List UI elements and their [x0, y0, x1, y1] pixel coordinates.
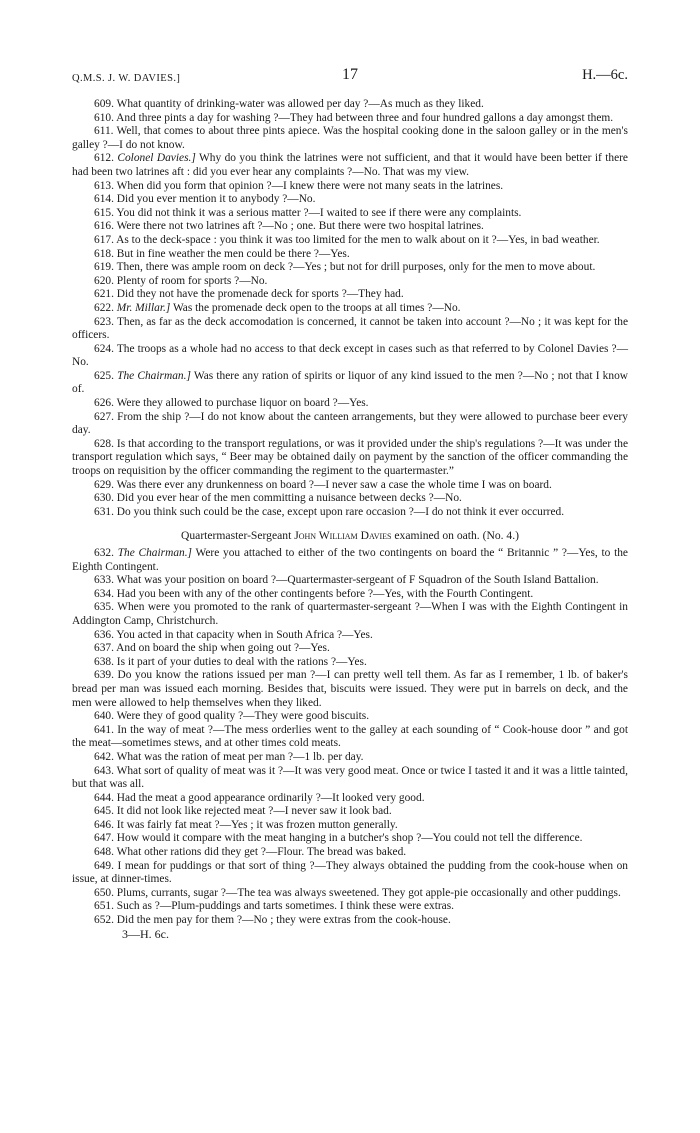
question-text: Was there any ration of spirits or liquor of any kind issued to the men ?—No ; not that I know of.	[72, 369, 628, 396]
question-text: Was there ever any drunkenness on board ?—I never saw a case the whole time I was on board.	[116, 478, 552, 491]
question-number: 614.	[94, 193, 114, 206]
question-paragraph	[72, 629, 628, 643]
question-number: 646.	[94, 818, 114, 831]
question-text: It was fairly fat meat ?—Yes ; it was frozen mutton generally.	[116, 818, 398, 831]
question-number: 651.	[94, 900, 114, 913]
question-number: 615.	[94, 206, 114, 219]
question-paragraph	[72, 656, 628, 670]
question-text: From the ship ?—I do not know about the canteen arrangements, but they were allowed to purchase beer every day.	[72, 410, 628, 437]
question-number: 627.	[94, 410, 114, 423]
question-number: 639.	[94, 669, 114, 682]
question-paragraph	[72, 914, 628, 928]
question-text: Plums, currants, sugar ?—The tea was always sweetened. They got apple-pie occasionally and other puddings.	[116, 886, 621, 899]
question-paragraph	[72, 506, 628, 520]
question-number: 648.	[94, 846, 114, 859]
question-number: 644.	[94, 791, 114, 804]
question-text: Did you ever mention it to anybody ?—No.	[116, 193, 316, 206]
question-paragraph	[72, 234, 628, 248]
question-text: Were they of good quality ?—They were good biscuits.	[116, 710, 370, 723]
question-text: Such as ?—Plum-puddings and tarts sometimes. I think these were extras.	[116, 900, 455, 913]
question-number: 624.	[94, 342, 114, 355]
speaker-name: The Chairman.]	[117, 369, 191, 382]
question-paragraph	[72, 152, 628, 179]
question-paragraph	[72, 792, 628, 806]
question-paragraph	[72, 846, 628, 860]
question-paragraph	[72, 724, 628, 751]
question-text: Were there not two latrines aft ?—No ; one. But there were two hospital latrines.	[116, 220, 484, 233]
question-number: 652.	[94, 914, 114, 927]
question-paragraph	[72, 180, 628, 194]
question-paragraph	[72, 601, 628, 628]
question-number: 633.	[94, 574, 114, 587]
question-number: 641.	[94, 723, 114, 736]
question-text: Is that according to the transport regulations, or was it provided under the ship's regulations ?—It was under the transport regulation which says, “ Beer may be obtained daily on payment by the sanction of the officer commanding the troops on requisition by the officer commanding the regiment to the quartermaster.”	[72, 437, 628, 478]
question-text: Were they allowed to purchase liquor on board ?—Yes.	[116, 397, 369, 410]
question-text: You acted in that capacity when in South Africa ?—Yes.	[116, 628, 373, 641]
question-number: 647.	[94, 832, 114, 845]
question-text: Did they not have the promenade deck for sports ?—They had.	[116, 288, 404, 301]
question-text: As to the deck-space : you think it was too limited for the men to walk about on it ?—Yes, in bad weather.	[116, 233, 600, 246]
question-text: But in fine weather the men could be there ?—Yes.	[116, 247, 350, 260]
question-paragraph	[72, 492, 628, 506]
speaker-name: Colonel Davies.]	[117, 152, 196, 165]
question-number: 628.	[94, 437, 114, 450]
question-paragraph	[72, 193, 628, 207]
question-paragraph	[72, 248, 628, 262]
question-number: 613.	[94, 179, 114, 192]
question-text: What was the ration of meat per man ?—1 lb. per day.	[116, 750, 364, 763]
question-paragraph	[72, 819, 628, 833]
question-paragraph	[72, 112, 628, 126]
testimony-block-2	[72, 547, 628, 928]
question-paragraph	[72, 438, 628, 479]
question-text: Then, there was ample room on deck ?—Yes ; but not for drill purposes, only for the men to move about.	[116, 261, 596, 274]
question-number: 616.	[94, 220, 114, 233]
question-number: 619.	[94, 261, 114, 274]
question-number: 645.	[94, 805, 114, 818]
question-paragraph	[72, 207, 628, 221]
question-number: 609.	[94, 98, 114, 110]
question-number: 638.	[94, 655, 114, 668]
question-text: When were you promoted to the rank of quartermaster-sergeant ?—When I was with the Eighth Contingent in Addington Camp, Christchurch.	[72, 601, 628, 627]
question-number: 620.	[94, 274, 114, 287]
document-code: H.—6c.	[582, 67, 628, 83]
speaker-name: Mr. Millar.]	[116, 301, 171, 314]
question-number: 650.	[94, 886, 114, 899]
question-text: Were you attached to either of the two contingents on board the “ Britannic ” ?—Yes, to the Eighth Contingent.	[72, 547, 628, 573]
question-text: Do you know the rations issued per man ?—I can pretty well tell them. As far as I remember, 1 lb. of baker's bread per man was issued each morning. Besides that, biscuits were issued. They were put in barrels on deck, and the men were allowed to help themselves when they liked.	[72, 669, 628, 709]
question-paragraph	[72, 343, 628, 370]
question-text: Did the men pay for them ?—No ; they were extras from the cook-house.	[116, 914, 451, 927]
question-number: 618.	[94, 247, 114, 260]
question-number: 626.	[94, 397, 114, 410]
question-text: How would it compare with the meat hanging in a butcher's shop ?—You could not tell the difference.	[116, 832, 583, 845]
question-text: Well, that comes to about three pints apiece. Was the hospital cooking done in the saloon galley or in the men's galley ?—I do not know.	[72, 125, 628, 151]
question-paragraph	[72, 765, 628, 792]
question-number: 631.	[94, 505, 114, 518]
question-number: 649.	[94, 859, 114, 872]
question-paragraph	[72, 547, 628, 574]
question-text: Is it part of your duties to deal with the rations ?—Yes.	[116, 655, 367, 668]
question-paragraph	[72, 669, 628, 710]
question-text: Why do you think the latrines were not sufficient, and that it would have been better if there had been two latrines aft : did you ever hear any complaints ?—No. That was my view.	[72, 152, 628, 178]
question-paragraph	[72, 805, 628, 819]
question-text: It did not look like rejected meat ?—I never saw it look bad.	[116, 805, 392, 818]
question-number: 622.	[94, 301, 114, 314]
question-paragraph	[72, 220, 628, 234]
question-paragraph	[72, 98, 628, 112]
testimony-block-1	[72, 98, 628, 519]
question-number: 621.	[94, 288, 114, 301]
question-number: 629.	[94, 478, 114, 491]
question-number: 632.	[94, 547, 114, 559]
question-number: 635.	[94, 601, 114, 614]
question-paragraph	[72, 397, 628, 411]
question-number: 610.	[94, 111, 114, 124]
question-text: The troops as a whole had no access to that deck except in cases such as that referred to by Colonel Davies ?—No.	[72, 342, 628, 369]
question-text: In the way of meat ?—The mess orderlies went to the galley at each sounding of “ Cook-house door ” and got the meat—sometimes stews, and at other times cold meats.	[72, 723, 628, 750]
question-text: Was the promenade deck open to the troops at all times ?—No.	[172, 301, 461, 314]
running-head: Q.M.S. J. W. DAVIES.]	[72, 73, 181, 84]
question-paragraph	[72, 900, 628, 914]
question-text: Had the meat a good appearance ordinarily ?—It looked very good.	[116, 791, 425, 804]
question-number: 617.	[94, 233, 114, 246]
question-text: I mean for puddings or that sort of thing ?—They always obtained the pudding from the cook-house when on issue, at dinner-times.	[72, 859, 628, 886]
question-number: 634.	[94, 587, 114, 600]
question-paragraph	[72, 642, 628, 656]
question-text: And three pints a day for washing ?—They had between three and four hundred gallons a day amongst them.	[116, 111, 614, 124]
question-paragraph	[72, 574, 628, 588]
question-text: Do you think such could be the case, except upon rare occasion ?—I do not think it ever occurred.	[116, 505, 565, 518]
question-text: What quantity of drinking-water was allowed per day ?—As much as they liked.	[116, 98, 484, 110]
question-text: And on board the ship when going out ?—Yes.	[116, 642, 330, 655]
section-heading: Quartermaster-Sergeant John William Davies examined on oath. (No. 4.)	[181, 529, 519, 543]
question-number: 612.	[94, 152, 114, 165]
question-paragraph	[72, 125, 628, 152]
question-paragraph	[72, 479, 628, 493]
signature-mark: 3—H. 6c.	[122, 926, 169, 941]
question-number: 643.	[94, 764, 114, 777]
question-text: What sort of quality of meat was it ?—It was very good meat. Once or twice I tasted it and it was a little tainted, but that was all.	[72, 764, 628, 791]
question-paragraph	[72, 411, 628, 438]
question-paragraph	[72, 275, 628, 289]
question-text: What other rations did they get ?—Flour. The bread was baked.	[116, 846, 407, 859]
question-paragraph	[72, 261, 628, 275]
question-number: 642.	[94, 750, 114, 763]
question-number: 623.	[94, 315, 114, 328]
question-paragraph	[72, 832, 628, 846]
question-text: Then, as far as the deck accomodation is concerned, it cannot be taken into account ?—No ; it was kept for the officers.	[72, 315, 628, 342]
question-number: 611.	[94, 125, 114, 138]
question-text: Plenty of room for sports ?—No.	[116, 274, 268, 287]
question-text: When did you form that opinion ?—I knew there were not many seats in the latrines.	[116, 179, 504, 192]
question-paragraph	[72, 302, 628, 316]
question-number: 625.	[94, 369, 114, 382]
page-number: 17	[342, 66, 358, 83]
question-number: 630.	[94, 492, 114, 505]
page-header	[72, 68, 628, 98]
question-number: 637.	[94, 642, 114, 655]
question-text: What was your position on board ?—Quartermaster-sergeant of F Squadron of the South Island Battalion.	[116, 574, 599, 587]
question-paragraph	[72, 370, 628, 397]
question-paragraph	[72, 710, 628, 724]
question-paragraph	[72, 288, 628, 302]
question-paragraph	[72, 316, 628, 343]
question-paragraph	[72, 860, 628, 887]
question-paragraph	[72, 588, 628, 602]
question-text: Had you been with any of the other contingents before ?—Yes, with the Fourth Contingent.	[116, 587, 534, 600]
speaker-name: The Chairman.]	[117, 547, 192, 559]
question-paragraph	[72, 751, 628, 765]
question-text: Did you ever hear of the men committing a nuisance between decks ?—No.	[116, 492, 462, 505]
question-number: 636.	[94, 628, 114, 641]
question-number: 640.	[94, 710, 114, 723]
question-text: You did not think it was a serious matter ?—I waited to see if there were any complaints.	[116, 206, 522, 219]
witness-name: John William Davies	[294, 529, 392, 543]
question-paragraph	[72, 887, 628, 901]
